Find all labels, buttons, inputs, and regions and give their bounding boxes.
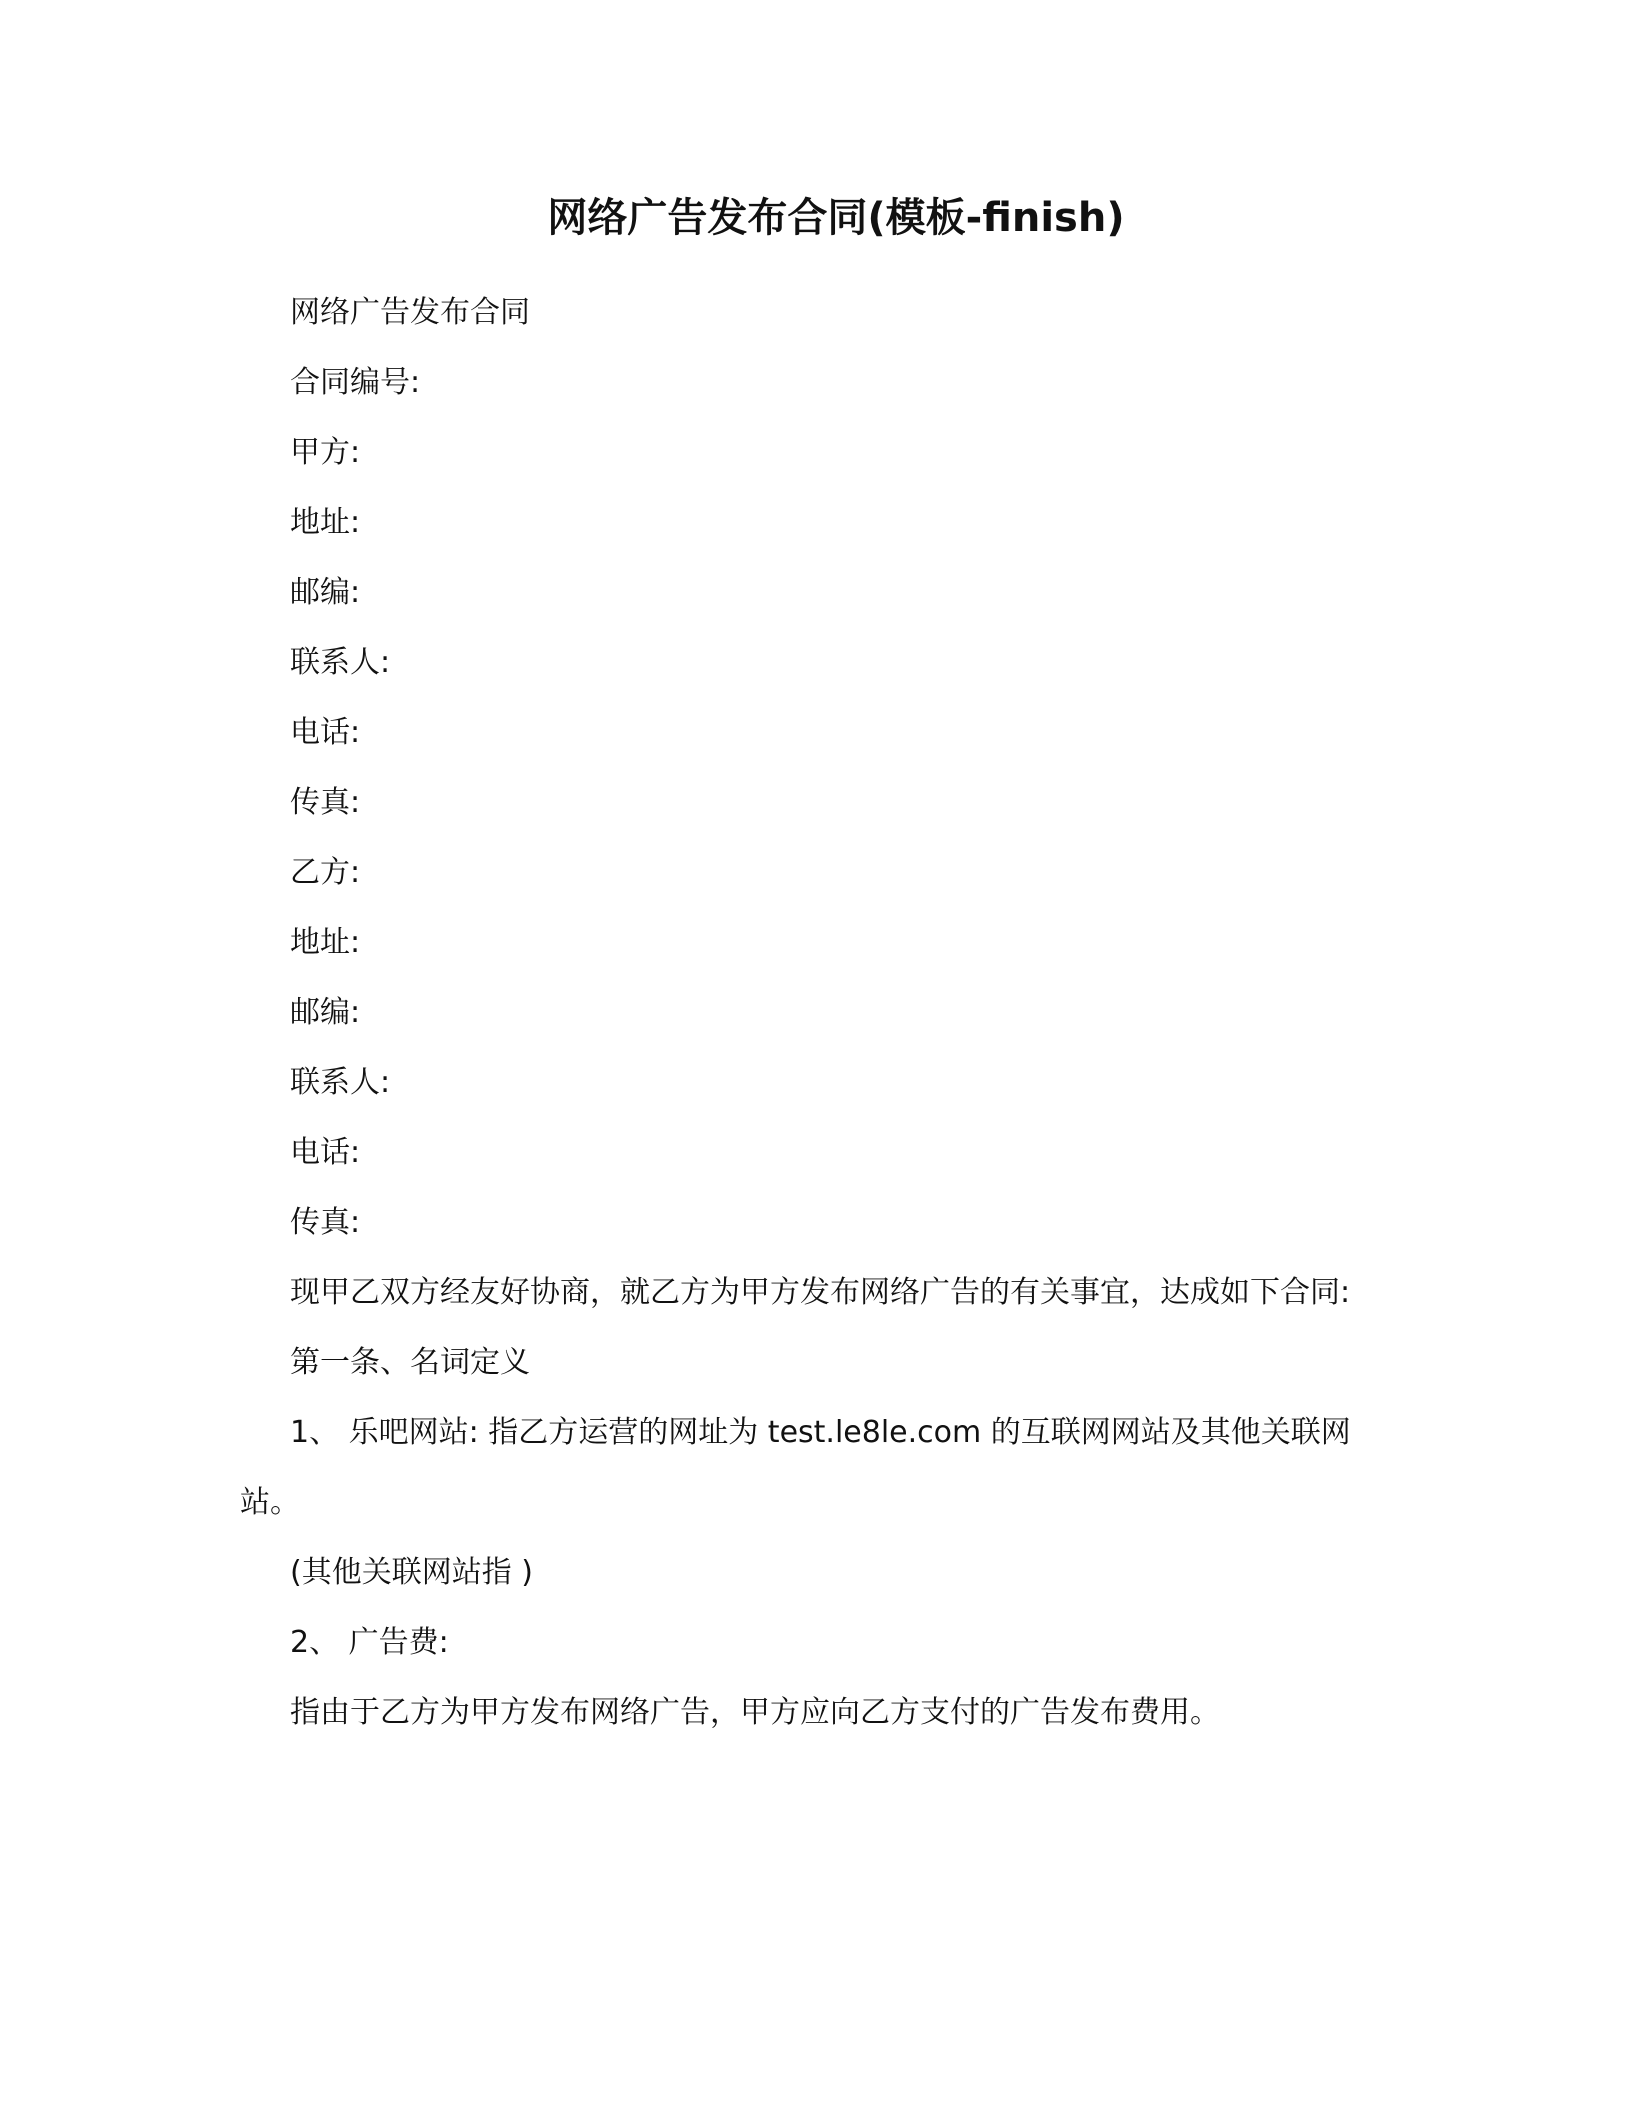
paragraph-party-b-postcode: 邮编: (290, 995, 361, 1030)
paragraph-definition-ad-fee: 2、 广告费: (290, 1625, 449, 1660)
paragraph-party-a-phone: 电话: (290, 715, 361, 750)
paragraph-party-b: 乙方: (290, 855, 361, 890)
paragraph-article-1-heading: 第一条、名词定义 (290, 1345, 530, 1380)
paragraph-party-a: 甲方: (290, 435, 361, 470)
paragraph-party-a-address: 地址: (290, 505, 361, 540)
paragraph-party-b-contact: 联系人: (290, 1065, 391, 1100)
paragraph-contract-number: 合同编号: (290, 365, 421, 400)
paragraph-party-b-phone: 电话: (290, 1135, 361, 1170)
paragraph-party-a-postcode: 邮编: (290, 575, 361, 610)
paragraph-party-b-fax: 传真: (290, 1205, 361, 1240)
paragraph-party-b-address: 地址: (290, 925, 361, 960)
document-title: 网络广告发布合同(模板-finish) (547, 195, 1125, 241)
paragraph-party-a-fax: 传真: (290, 785, 361, 820)
paragraph-party-a-contact: 联系人: (290, 645, 391, 680)
paragraph-ad-fee-description: 指由于乙方为甲方发布网络广告，甲方应向乙方支付的广告发布费用。 (290, 1695, 1220, 1730)
paragraph-preamble: 现甲乙双方经友好协商，就乙方为甲方发布网络广告的有关事宜，达成如下合同: (290, 1275, 1351, 1310)
paragraph-contract-heading: 网络广告发布合同 (290, 295, 530, 330)
document-body (240, 278, 1380, 1748)
paragraph-definition-website: 1、 乐吧网站: 指乙方运营的网址为 test.le8le.com 的互联网网站及其他关联网站。 (240, 1415, 1351, 1520)
paragraph-other-websites: (其他关联网站指 ) (290, 1555, 533, 1590)
